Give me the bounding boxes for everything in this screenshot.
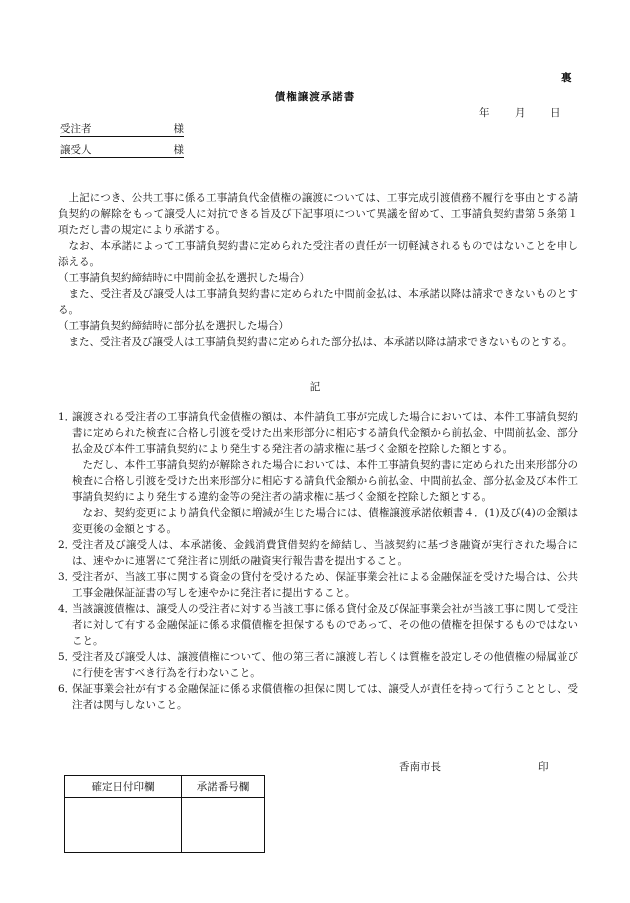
contractor-line — [60, 121, 184, 137]
terms-list — [58, 409, 578, 713]
contractor-honorific: 様 — [173, 123, 184, 135]
preamble-condition-2: （工事請負契約締結時に部分払を選択した場合） — [58, 320, 289, 332]
date-stamp-cell — [65, 798, 182, 853]
preamble-paragraph-2: なお、本承諾によって工事請負契約書に定められた受注者の責任が一切軽減されるものではないことを申し添える。 — [58, 240, 578, 268]
preamble-paragraph-4: また、受注者及び譲受人は工事請負契約書に定められた部分払は、本承諾以降は請求できないものとする。 — [68, 336, 573, 348]
assignee-line — [60, 142, 184, 158]
seal-mark: 印 — [538, 761, 549, 773]
term-item-4 — [58, 601, 578, 649]
assignee-honorific: 様 — [173, 144, 184, 156]
term-text: 受注者が、当該工事に関する資金の貸付を受けるため、保証事業会社による金融保証を受けた場合は、公共工事金融保証証書の写しを速やかに発注者に提出すること。 — [72, 571, 578, 599]
term-item-1 — [58, 409, 578, 537]
contractor-label: 受注者 — [60, 123, 92, 135]
term-number: 2． — [58, 539, 76, 551]
term-number: 4． — [58, 603, 76, 615]
term-subparagraph-1: ただし、本件工事請負契約が解除された場合においては、本件工事請負契約書に定められた出来形部分の検査に合格し引渡を受けた出来形部分に相応する請負代金額から前払金、中間前払金、部分払金及び本件工事請負契約により発生する違約金等の発注者の請求権に基づく金額を控除した額とする。 — [72, 459, 578, 503]
approval-number-cell — [182, 798, 265, 853]
preamble-paragraph-3: また、受注者及び譲受人は工事請負契約書に定められた中間前金払は、本承諾以降は請求できないものとする。 — [58, 288, 578, 316]
term-number: 3． — [58, 571, 76, 583]
date-stamp-header: 確定日付印欄 — [65, 776, 182, 798]
ki-heading: 記 — [309, 381, 321, 393]
date-day: 日 — [550, 107, 561, 119]
term-number: 6． — [58, 683, 76, 695]
term-subparagraph-2: なお、契約変更により請負代金額に増減が生じた場合には、債権譲渡承諾依頼書４．(1)及び(4)の金額は変更後の金額とする。 — [72, 507, 578, 535]
term-text: 保証事業会社が有する金融保証に係る求償債権の担保に関しては、譲受人が責任を持って行うこととし、受注者は関与しないこと。 — [72, 683, 578, 711]
term-number: 1． — [58, 411, 76, 423]
preamble-paragraph-1: 上記につき、公共工事に係る工事請負代金債権の譲渡については、工事完成引渡債務不履行を事由とする請負契約の解除をもって譲受人に対抗できる旨及び下記事項について異議を留めて、工事請負契約書第５条第１項ただし書の規定により承諾する。 — [58, 192, 578, 236]
date-month: 月 — [515, 107, 526, 119]
term-text: 受注者及び譲受人は、本承諾後、金銭消費貸借契約を締結し、当該契約に基づき融資が実行された場合には、速やかに連署にて発注者に別紙の融資実行報告書を提出すること。 — [72, 539, 578, 567]
document-title: 債権譲渡承諾書 — [274, 91, 356, 103]
term-number: 5． — [58, 651, 76, 663]
mayor-name: 香南市長 — [399, 761, 441, 773]
term-text: 当該譲渡債権は、譲受人の受注者に対する当該工事に係る貸付金及び保証事業会社が当該工事に関して受注者に対して有する金融保証に係る求償債権を担保するものであって、その他の債権を担保するものではないこと。 — [72, 603, 578, 647]
term-text: 受注者及び譲受人は、譲渡債権について、他の第三者に譲渡し若しくは質権を設定しその他債権の帰属並びに行使を害すべき行為を行わないこと。 — [72, 651, 578, 679]
term-item-6 — [58, 681, 578, 713]
assignee-label: 譲受人 — [60, 144, 92, 156]
stamp-table — [64, 775, 265, 853]
term-item-5 — [58, 649, 578, 681]
reverse-side-mark: 裏 — [561, 72, 572, 84]
term-item-2 — [58, 537, 578, 569]
date-year: 年 — [479, 107, 490, 119]
term-text: 譲渡される受注者の工事請負代金債権の額は、本件請負工事が完成した場合においては、本件工事請負契約書に定められた検査に合格し引渡を受けた出来形部分に相応する請負代金額から前払金、中間前払金、部分払金及び本件工事請負契約により発生する発注者の請求権に基づく金額を控除した額とする。 — [72, 411, 578, 455]
term-item-3 — [58, 569, 578, 601]
preamble — [58, 190, 578, 350]
preamble-condition-1: （工事請負契約締結時に中間前金払を選択した場合） — [58, 272, 310, 284]
approval-number-header: 承諾番号欄 — [182, 776, 265, 798]
